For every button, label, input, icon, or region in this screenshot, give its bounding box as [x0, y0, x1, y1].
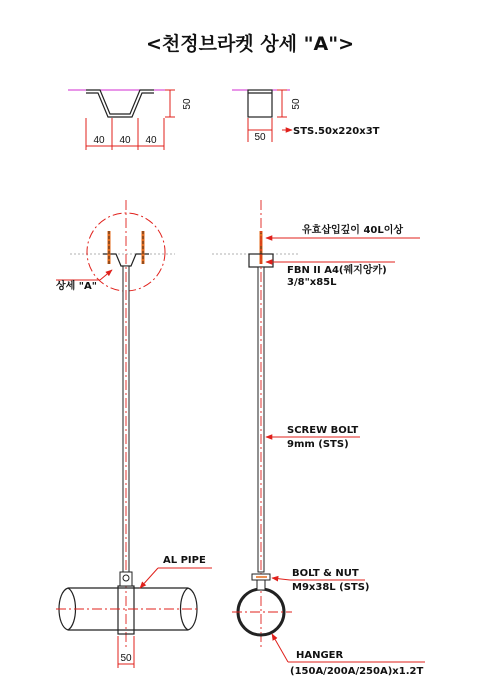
left-assembly	[56, 200, 212, 668]
dim-right: 40	[145, 135, 157, 146]
screw-bolt-label-line1: SCREW BOLT	[287, 425, 359, 436]
detail-a-label: 상세 "A"	[56, 281, 97, 292]
dim-bottom: 50	[120, 653, 132, 664]
drawing-title: <천정브라켓 상세 "A">	[145, 33, 355, 55]
bolt-nut-label-line1: BOLT & NUT	[292, 568, 359, 579]
bracket-front-view	[68, 90, 193, 150]
bolt-nut-label-line2: M9x38L (STS)	[292, 582, 370, 593]
hanger-label-line2: (150A/200A/250A)x1.2T	[290, 666, 424, 677]
material-label: STS.50x220x3T	[293, 126, 380, 137]
dim-mid: 40	[119, 135, 131, 146]
dim-height-right: 50	[291, 98, 302, 110]
al-pipe	[56, 572, 200, 634]
dim-width-right: 50	[254, 132, 266, 143]
anchor-label-line1: FBN II A4(웨지앙카)	[287, 265, 387, 276]
embed-depth-label: 유효삽입깊이 40L이상	[302, 225, 404, 236]
dim-height-left: 50	[182, 98, 193, 110]
screw-bolt-label-line2: 9mm (STS)	[287, 439, 349, 450]
al-pipe-label: AL PIPE	[163, 555, 206, 566]
hanger-label-line1: HANGER	[296, 650, 344, 661]
dim-left: 40	[93, 135, 105, 146]
right-assembly	[212, 200, 425, 677]
anchor-label-line2: 3/8"x85L	[287, 277, 337, 288]
bracket-side-view	[232, 90, 380, 143]
bracket-side-outline	[248, 90, 272, 117]
